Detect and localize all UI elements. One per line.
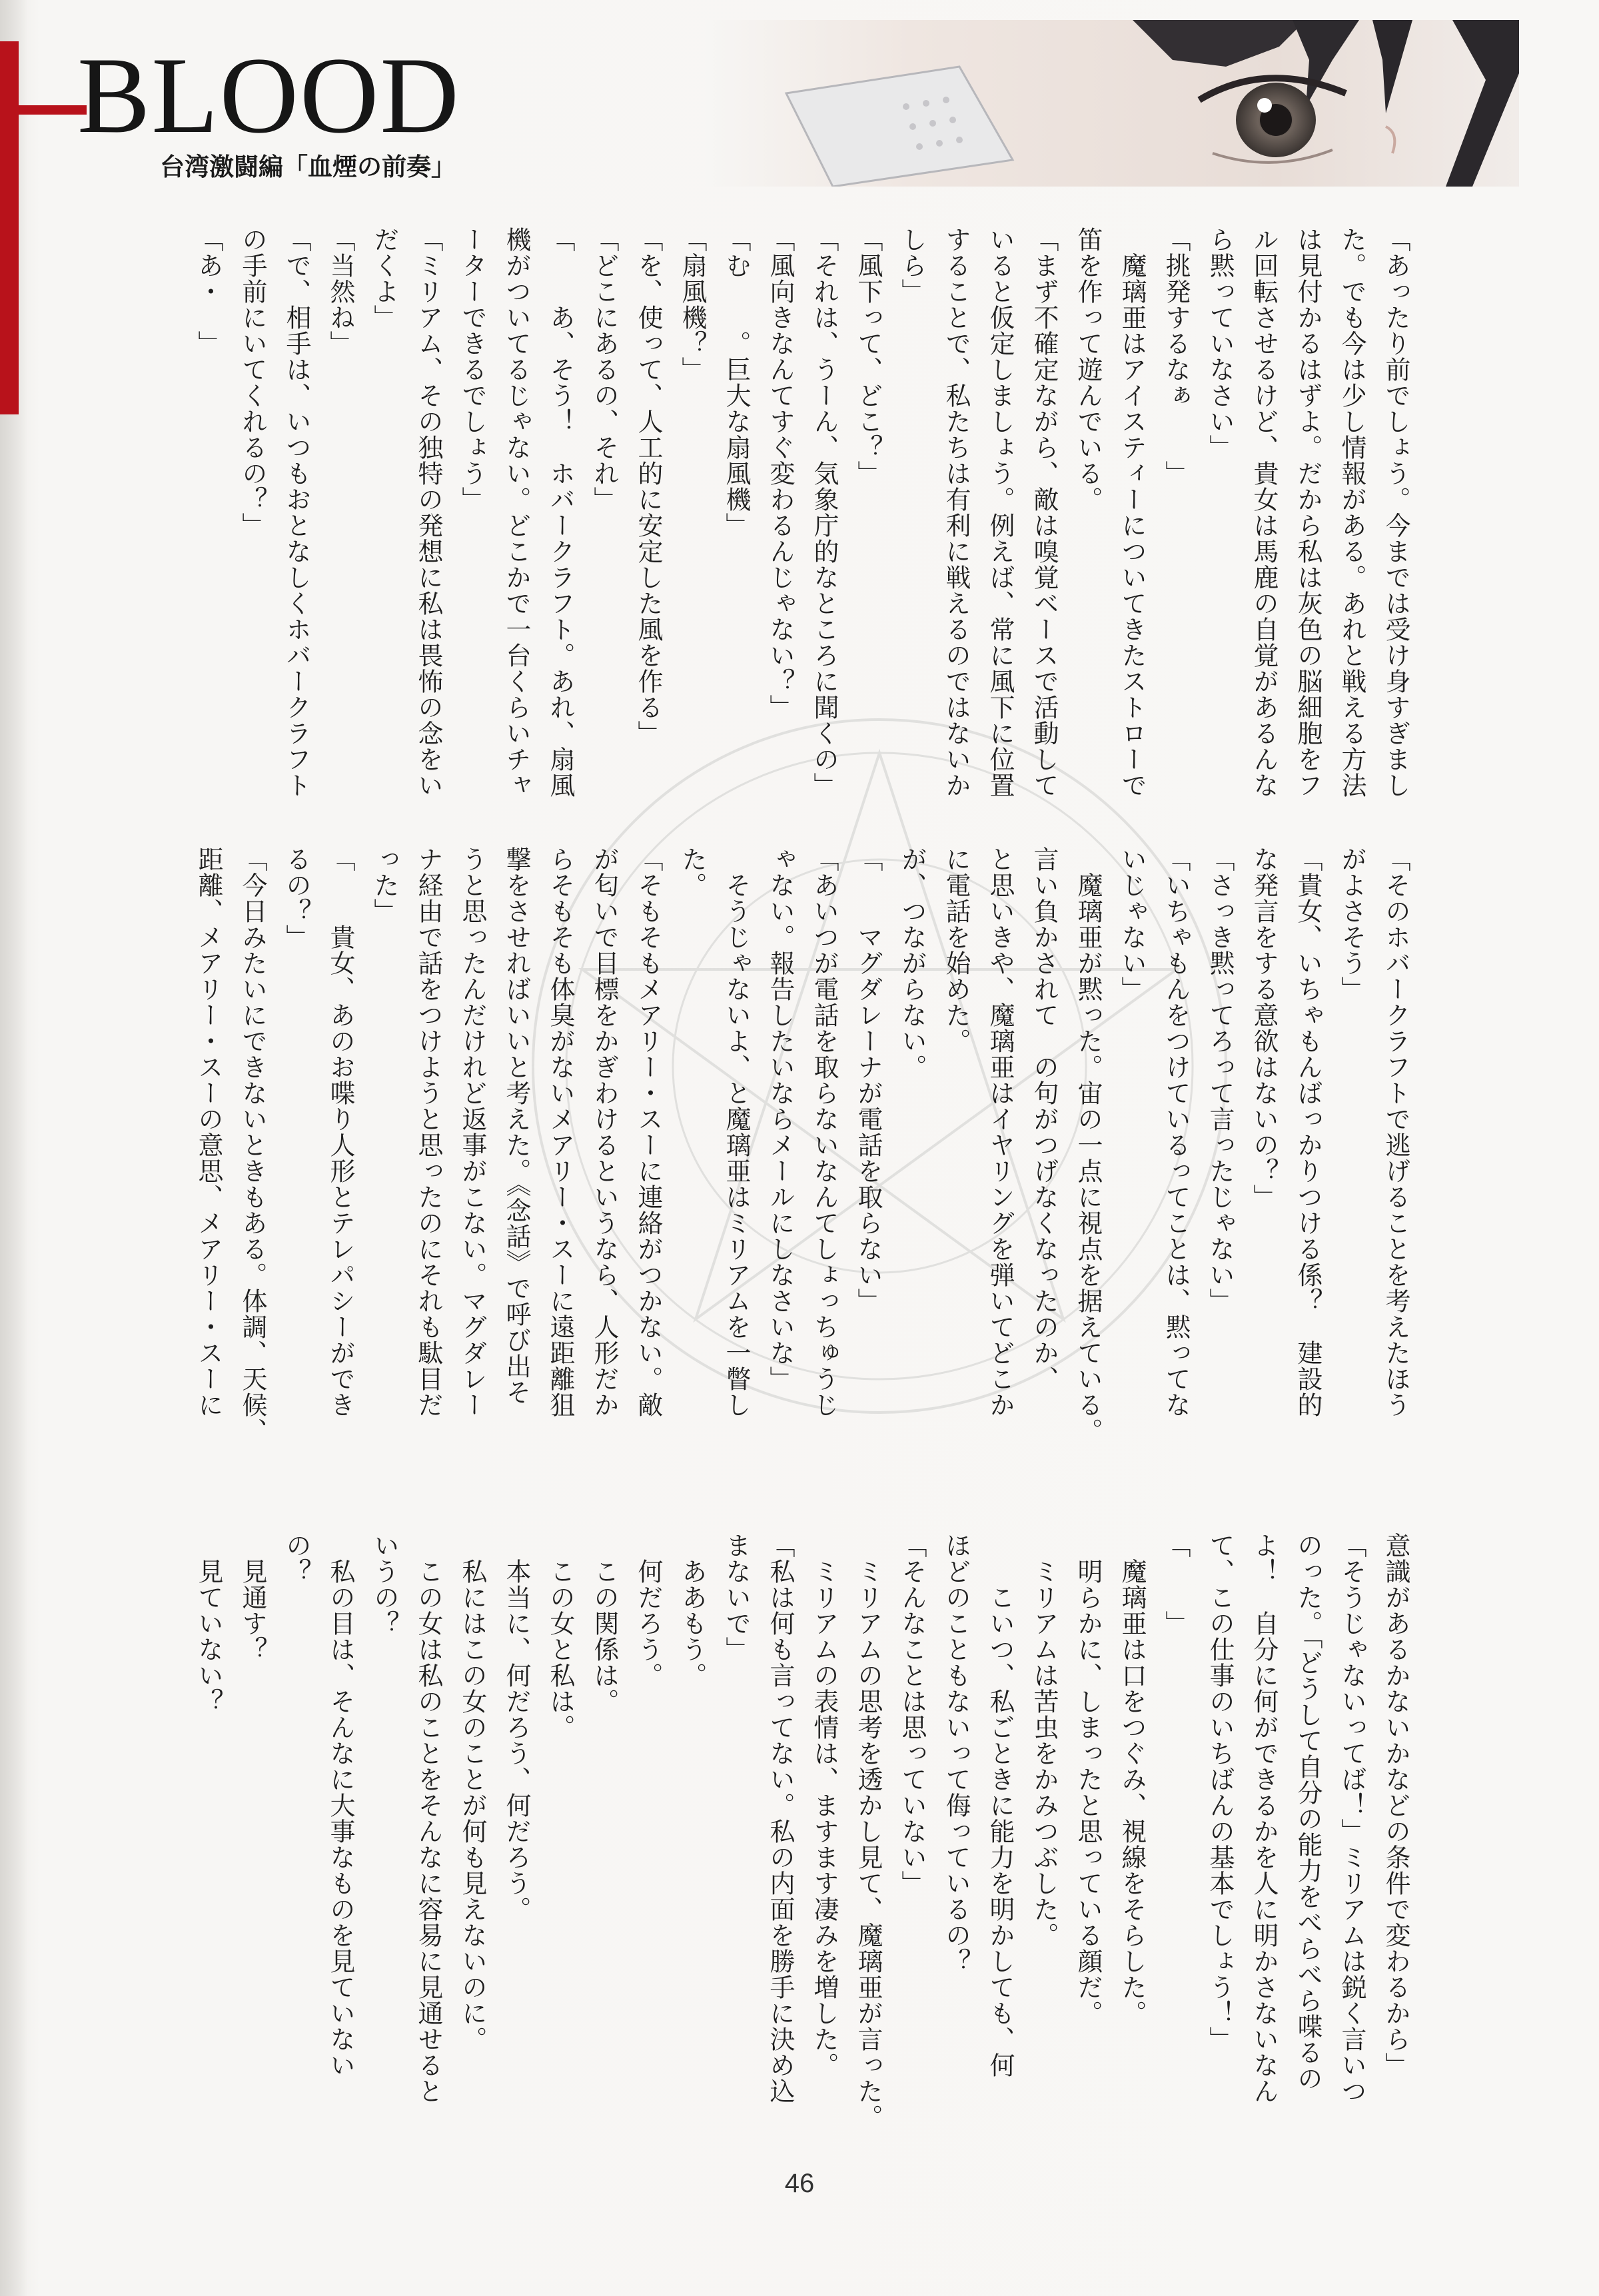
text-line: た。 [678, 846, 707, 898]
text-line: ああもう。 [678, 1532, 707, 1688]
text-line: 「それは、うーん、気象庁的なところに聞くの」 [809, 227, 839, 798]
text-line: うと思ったんだけれど返事がこない。マグダレー [458, 846, 487, 1418]
text-line: 機がついてるじゃない。どこかで一台くらいチャ [502, 227, 531, 798]
red-title-rule [19, 105, 87, 115]
text-line: 「を、使って、人工的に安定した風を作る」 [634, 227, 663, 746]
text-line: な発言をする意欲はないの？」 [1249, 846, 1279, 1210]
text-line: 「さっき黙ってろって言ったじゃない」 [1205, 846, 1235, 1314]
text-line: いうの？ [370, 1532, 399, 1636]
text-line: 本当に、何だろう、何だろう。 [502, 1532, 531, 1922]
text-line: 「 あ、そう！ ホバークラフト。あれ、扇風 [546, 227, 575, 798]
text-line: 「あ・ 」 [194, 227, 223, 356]
text-line: 「そんなことは思っていない」 [897, 1532, 927, 1896]
text-line: よ！ 自分に何ができるかを人に明かさないなん [1249, 1532, 1279, 2104]
logo-title: BLOOD [77, 35, 460, 156]
text-line: 「今日みたいにできないときもある。体調、天候、 [238, 846, 267, 1444]
text-line: この女と私は。 [546, 1532, 575, 1740]
text-line: の手前にいてくれるの？」 [238, 227, 267, 538]
text-line: ミリアムは苦虫をかみつぶした。 [1029, 1532, 1059, 1948]
text-line: た。でも今は少し情報がある。あれと戦える方法 [1337, 227, 1366, 798]
text-line: しら」 [897, 227, 927, 304]
text-line: 「そのホバークラフトで逃げることを考えたほう [1381, 846, 1410, 1418]
text-line: 私の目は、そんなに大事なものを見ていない [326, 1532, 355, 2078]
text-line: 見ていない？ [194, 1532, 223, 1714]
text-line: 言い負かされて の句がつげなくなったのか、 [1029, 846, 1059, 1392]
text-line: のった。「どうして自分の能力をべらべら喋るの [1293, 1532, 1323, 2091]
chapter-subtitle: 台湾激闘編「血煙の前奏」 [160, 152, 456, 181]
red-edge-bar [0, 41, 19, 414]
text-line: そうじゃないよ、と魔璃亜はミリアムを一瞥し [722, 846, 751, 1418]
text-line: 「貴女、いちゃもんばっかりつける係？ 建設的 [1293, 846, 1323, 1418]
text-line: 「 」 [1161, 1532, 1191, 1636]
text-line: らそもそも体臭がないメアリー・スーに遠距離狙 [546, 846, 575, 1418]
text-block-bottom [187, 1532, 1418, 2130]
text-line: 「扇風機？」 [678, 227, 707, 382]
text-line: 何だろう。 [634, 1532, 663, 1688]
text-line: 「 マグダレーナが電話を取らない」 [853, 846, 883, 1314]
text-line: 「 貴女、あのお喋り人形とテレパシーができ [326, 846, 355, 1418]
text-line: 「そもそもメアリー・スーに連絡がつかない。敵 [634, 846, 663, 1418]
text-line: 「そうじゃないってば！」ミリアムは鋭く言いつ [1337, 1532, 1366, 2104]
text-line: 「風向きなんてすぐ変わるんじゃない？」 [766, 227, 795, 720]
text-line: が匂いで目標をかぎわけるというなら、人形だか [590, 846, 619, 1418]
text-line: することで、私たちは有利に戦えるのではないか [941, 227, 971, 798]
text-line: 「当然ね」 [326, 227, 355, 356]
text-line: 「あいつが電話を取らないなんてしょっちゅうじ [809, 846, 839, 1418]
text-line: 「いちゃもんをつけているってことは、黙ってな [1161, 846, 1191, 1418]
text-line: て、この仕事のいちばんの基本でしょう！」 [1205, 1532, 1235, 2052]
text-line: まないで」 [722, 1532, 751, 1662]
text-line: この関係は。 [590, 1532, 619, 1714]
text-line: 「挑発するなぁ 」 [1161, 227, 1191, 486]
text-line: いじゃない」 [1117, 846, 1147, 1002]
text-line: こいつ、私ごときに能力を明かしても、何 [985, 1532, 1015, 2078]
text-block-top [187, 227, 1418, 806]
header-illustration [706, 20, 1519, 187]
text-line: ら黙っていなさい」 [1205, 227, 1235, 460]
text-line: 「私は何も言ってない。私の内面を勝手に決め込 [766, 1532, 795, 2104]
text-line: この女は私のことをそんなに容易に見通せると [414, 1532, 443, 2104]
text-line: 魔璃亜はアイスティーについてきたストローで [1117, 227, 1147, 798]
text-line: 「まず不確定ながら、敵は嗅覚ベースで活動して [1029, 227, 1059, 798]
text-line: ーターできるでしょう」 [458, 227, 487, 512]
text-line: に電話を始めた。 [941, 846, 971, 1054]
text-line: 撃をさせればいいと考えた。《念話》で呼び出そ [502, 846, 531, 1405]
text-line: ほどのこともないって侮っているの？ [941, 1532, 971, 1974]
text-line: 明らかに、しまったと思っている顔だ。 [1073, 1532, 1103, 2026]
text-line: 見通す？ [238, 1532, 267, 1662]
text-line: 「で、相手は、いつもおとなしくホバークラフト [282, 227, 311, 798]
text-line: ゃない。報告したいならメールにしなさいな」 [766, 846, 795, 1392]
text-line: だくよ」 [370, 227, 399, 330]
text-line: 「ミリアム、その独特の発想に私は畏怖の念をい [414, 227, 443, 798]
text-line: った」 [370, 846, 399, 924]
text-line: 距離、メアリー・スーの意思、メアリー・スーに [194, 846, 223, 1418]
text-line: 私にはこの女のことが何も見えないのに。 [458, 1532, 487, 2052]
text-line: 「あったり前でしょう。今までは受け身すぎまし [1381, 227, 1410, 798]
page-number: 46 [784, 2169, 815, 2198]
text-line: がよさそう」 [1337, 846, 1366, 1002]
text-line: ミリアムの思考を透かし見て、魔璃亜が言った。 [853, 1532, 883, 2130]
text-line: 笛を作って遊んでいる。 [1073, 227, 1103, 512]
text-block-middle [187, 846, 1418, 1446]
text-line: の？ [282, 1532, 311, 1584]
text-line: 「風下って、どこ？」 [853, 227, 883, 486]
text-line: るの？」 [282, 846, 311, 950]
text-line: と思いきや、魔璃亜はイヤリングを弾いてどこか [985, 846, 1015, 1418]
text-line: ナ経由で話をつけようと思ったのにそれも駄目だ [414, 846, 443, 1418]
text-line: 意識があるかないかなどの条件で変わるから」 [1381, 1532, 1410, 2078]
text-line: ミリアムの表情は、ますます凄みを増した。 [809, 1532, 839, 2078]
text-line: 魔璃亜は口をつぐみ、視線をそらした。 [1117, 1532, 1147, 2026]
text-line: 「む 。巨大な扇風機」 [722, 227, 751, 538]
text-line: 「どこにあるの、それ」 [590, 227, 619, 512]
text-line: ル回転させるけど、貴女は馬鹿の自覚があるんな [1249, 227, 1279, 798]
text-line: は見付かるはずよ。だから私は灰色の脳細胞をフ [1293, 227, 1323, 798]
character-eye-illustration [706, 20, 1519, 187]
text-line: いると仮定しましょう。例えば、常に風下に位置 [985, 227, 1015, 798]
text-line: が、つながらない。 [897, 846, 927, 1080]
text-line: 魔璃亜が黙った。宙の一点に視点を据えている。 [1073, 846, 1103, 1444]
